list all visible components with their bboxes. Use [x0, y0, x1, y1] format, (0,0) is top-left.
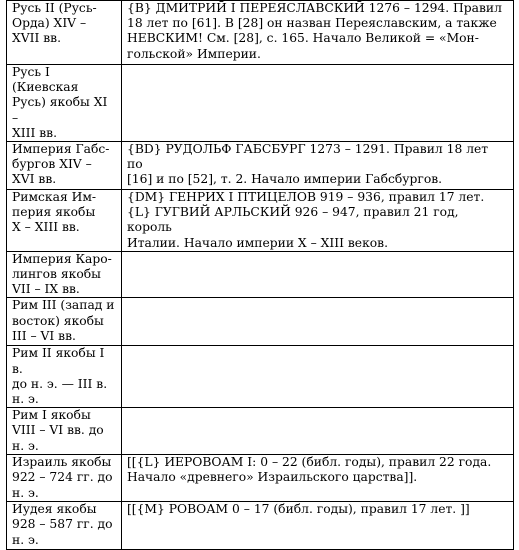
table-row — [7, 1, 514, 65]
table-row — [7, 190, 514, 252]
state-name-cell: Иудея якобы 928 – 587 гг. до н. э. — [7, 502, 122, 550]
table-row — [7, 346, 514, 408]
state-name-cell: Рим I якобы VIII – VI вв. до н. э. — [7, 408, 122, 455]
ruler-info-cell — [122, 65, 514, 142]
ruler-info-cell: {BD} РУДОЛЬФ ГАБСБУРГ 1273 – 1291. Правил 18 лет по [16] и по [52], т. 2. Начало империи Габсбургов. — [122, 142, 514, 190]
state-name-cell: Русь I (Киевская Русь) якобы XI – XIII вв. — [7, 65, 122, 142]
table-row — [7, 142, 514, 190]
state-name-cell: Рим III (запад и восток) якобы III – VI вв. — [7, 298, 122, 346]
table-row — [7, 251, 514, 298]
state-name-cell: Израиль якобы 922 – 724 гг. до н. э. — [7, 455, 122, 502]
ruler-info-cell: [[{L} ИЕРОВОАМ I: 0 – 22 (библ. годы), правил 22 года. Начало «древнего» Израильского царства]]. — [122, 455, 514, 502]
state-name-cell: Империя Габс- бургов XIV – XVI вв. — [7, 142, 122, 190]
chronology-table — [6, 0, 514, 550]
state-name-cell: Римская Им- перия якобы X – XIII вв. — [7, 190, 122, 252]
state-name-cell: Русь II (Русь- Орда) XIV – XVII вв. — [7, 1, 122, 65]
ruler-info-cell — [122, 408, 514, 455]
state-name-cell: Рим II якобы I в. до н. э. — III в. н. э. — [7, 346, 122, 408]
table-body — [7, 1, 514, 550]
ruler-info-cell: [[{M} РОВОАМ 0 – 17 (библ. годы), правил 17 лет. ]] — [122, 502, 514, 550]
table-row — [7, 408, 514, 455]
table-row — [7, 65, 514, 142]
table-row — [7, 298, 514, 346]
ruler-info-cell: {DM} ГЕНРИХ I ПТИЦЕЛОВ 919 – 936, правил 17 лет. {L} ГУГВИЙ АРЛЬСКИЙ 926 – 947, правил 21 год, король Италии. Начало империи X – XIII веков. — [122, 190, 514, 252]
table-row — [7, 455, 514, 502]
state-name-cell: Империя Каро- лингов якобы VII – IX вв. — [7, 251, 122, 298]
ruler-info-cell — [122, 298, 514, 346]
ruler-info-cell — [122, 251, 514, 298]
table-row — [7, 502, 514, 550]
ruler-info-cell — [122, 346, 514, 408]
ruler-info-cell: {B} ДМИТРИЙ I ПЕРЕЯСЛАВСКИЙ 1276 – 1294. Правил 18 лет по [61]. В [28] он назван Переяславским, а также НЕВСКИМ! См. [28], с. 165. Начало Великой = «Мон- гольской» Империи. — [122, 1, 514, 65]
